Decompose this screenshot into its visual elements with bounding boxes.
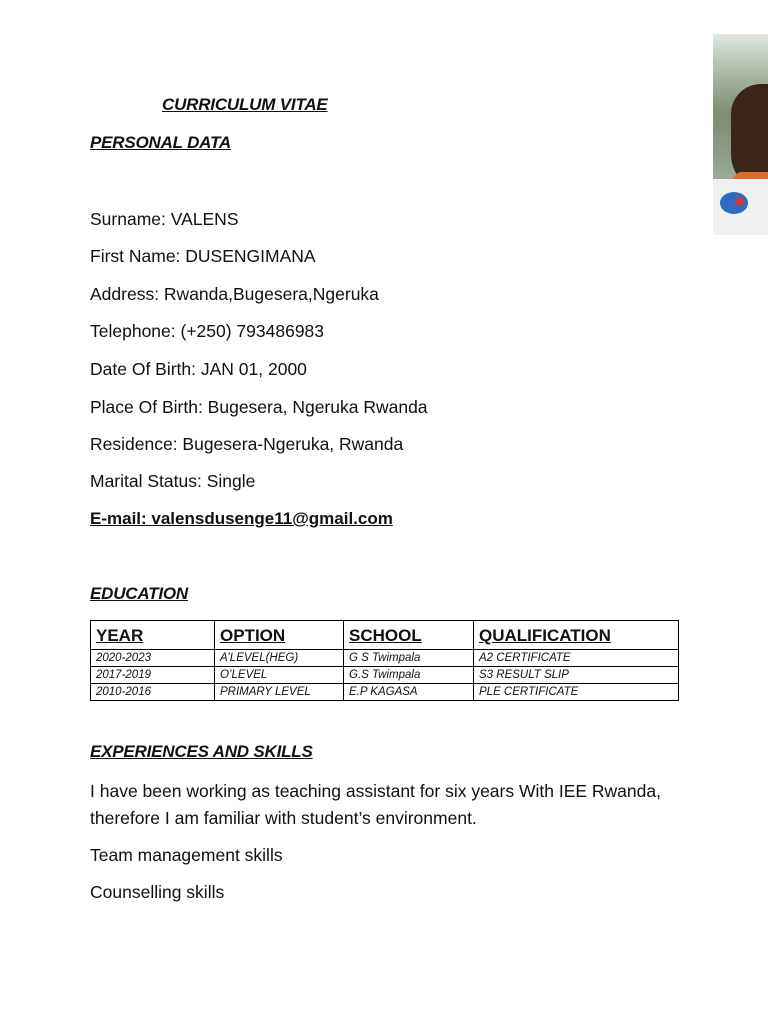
document-title: CURRICULUM VITAE bbox=[162, 95, 328, 114]
table-row bbox=[91, 650, 679, 667]
cell-school: E.P KAGASA bbox=[344, 684, 474, 701]
table-row bbox=[91, 667, 679, 684]
experience-heading: EXPERIENCES AND SKILLS bbox=[90, 742, 313, 761]
education-heading: EDUCATION bbox=[90, 584, 188, 603]
column-header-school: SCHOOL bbox=[344, 621, 474, 650]
cell-option: O’LEVEL bbox=[215, 667, 344, 684]
cell-qualification: S3 RESULT SLIP bbox=[474, 667, 679, 684]
cell-year: 2020-2023 bbox=[91, 650, 215, 667]
first-name-field: First Name: DUSENGIMANA bbox=[90, 246, 316, 266]
cell-option: PRIMARY LEVEL bbox=[215, 684, 344, 701]
profile-photo bbox=[713, 34, 768, 235]
marital-status-field: Marital Status: Single bbox=[90, 471, 256, 491]
telephone-field: Telephone: (+250) 793486983 bbox=[90, 321, 325, 341]
table-header-row bbox=[91, 621, 679, 650]
skill-counselling: Counselling skills bbox=[90, 882, 225, 902]
cell-qualification: A2 CERTIFICATE bbox=[474, 650, 679, 667]
personal-data-heading: PERSONAL DATA bbox=[90, 133, 231, 152]
cell-school: G S Twimpala bbox=[344, 650, 474, 667]
cell-year: 2017-2019 bbox=[91, 667, 215, 684]
experience-paragraph: I have been working as teaching assistant for six years With IEE Rwanda, therefore I am familiar with student’s environment. bbox=[90, 781, 661, 828]
address-field: Address: Rwanda,Bugesera,Ngeruka bbox=[90, 284, 379, 304]
cell-year: 2010-2016 bbox=[91, 684, 215, 701]
cell-option: A’LEVEL(HEG) bbox=[215, 650, 344, 667]
place-of-birth-field: Place Of Birth: Bugesera, Ngeruka Rwanda bbox=[90, 397, 428, 417]
skill-team-management: Team management skills bbox=[90, 845, 283, 865]
cell-school: G.S Twimpala bbox=[344, 667, 474, 684]
education-table bbox=[90, 620, 679, 701]
table-row bbox=[91, 684, 679, 701]
column-header-option: OPTION bbox=[215, 621, 344, 650]
surname-field: Surname: VALENS bbox=[90, 209, 239, 229]
column-header-qualification: QUALIFICATION bbox=[474, 621, 679, 650]
residence-field: Residence: Bugesera-Ngeruka, Rwanda bbox=[90, 434, 404, 454]
date-of-birth-field: Date Of Birth: JAN 01, 2000 bbox=[90, 359, 307, 379]
photo-shirt-logo bbox=[720, 192, 748, 214]
column-header-year: YEAR bbox=[91, 621, 215, 650]
email-link[interactable]: E-mail: valensdusenge11@gmail.com bbox=[90, 509, 393, 528]
cell-qualification: PLE CERTIFICATE bbox=[474, 684, 679, 701]
